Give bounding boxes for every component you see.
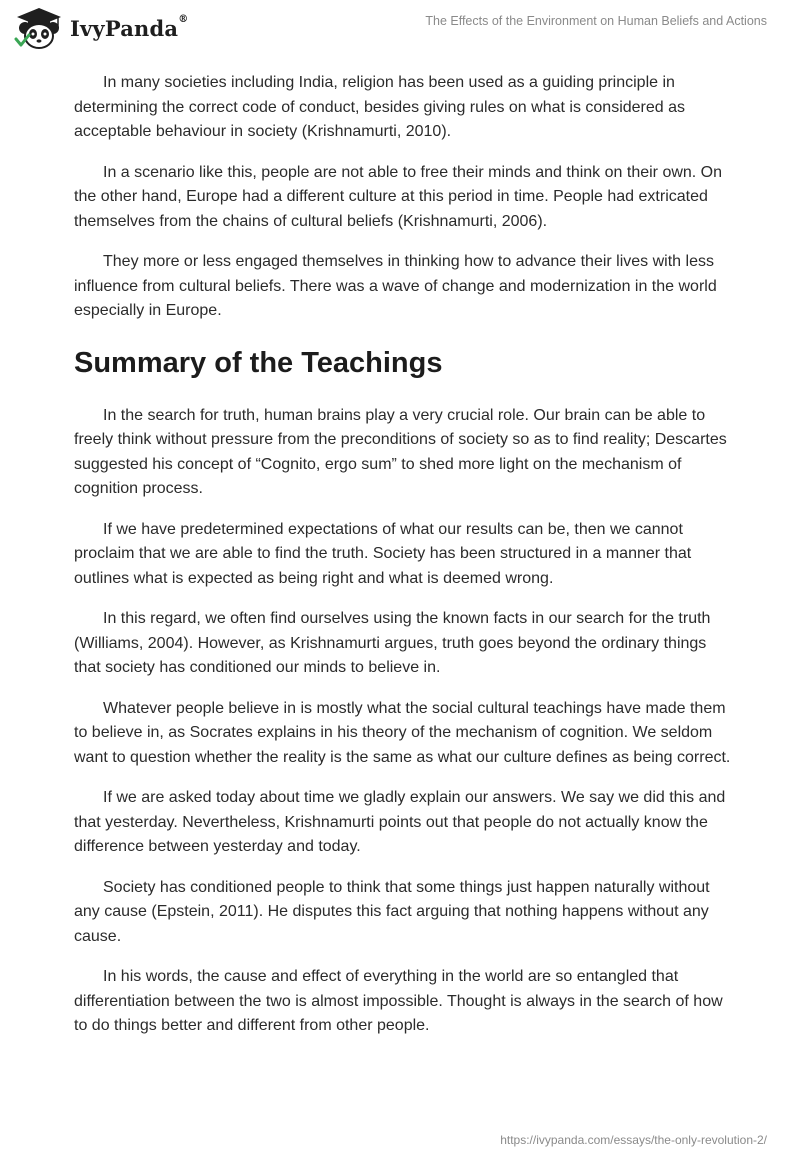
paragraph: In his words, the cause and effect of everything in the world are so entangled that differentiation between the two is almost impossible. Thought is always in the search of how to do things better and different from other people. <box>74 968 723 1034</box>
paragraph: If we have predetermined expectations of what our results can be, then we cannot proclaim that we are able to find the truth. Society has been structured in a manner that outlines what is expected as being right and what is deemed wrong. <box>74 520 692 587</box>
paragraph: In the search for truth, human brains play a very crucial role. Our brain can be able to freely think without pressure from the preconditions of society so as to find reality; Descartes suggested his concept of “Cognito, ergo sum” to shed more light on the mechanism of cognition process. <box>74 406 727 497</box>
paragraph: In this regard, we often find ourselves using the known facts in our search for the truth (Williams, 2004). However, as Krishnamurti argues, truth goes beyond the ordinary things that society has conditioned our minds to believe in. <box>74 610 711 676</box>
page-header <box>0 0 800 60</box>
paragraph: They more or less engaged themselves in thinking how to advance their lives with less influence from cultural beliefs. There was a wave of change and modernization in the world especially in Europe. <box>74 253 717 319</box>
paragraph: Society has conditioned people to think that some things just happen naturally without any cause (Epstein, 2011). He disputes this fact arguing that nothing happens without any cause. <box>74 878 710 945</box>
brand-logo[interactable] <box>14 6 188 50</box>
source-url[interactable]: https://ivypanda.com/essays/the-only-revolution-2/ <box>500 1133 767 1147</box>
panda-graduate-icon <box>14 6 64 50</box>
paragraph: If we are asked today about time we gladly explain our answers. We say we did this and that yesterday. Nevertheless, Krishnamurti points out that people do not actually know the difference between yesterday and today. <box>74 789 726 855</box>
paragraph: In a scenario like this, people are not able to free their minds and think on their own. On the other hand, Europe had a different culture at this period in time. People had extricated themselves from the chains of cultural beliefs (Krishnamurti, 2006). <box>74 163 723 230</box>
section-heading: Summary of the Teachings <box>74 346 443 379</box>
brand-name: IvyPanda® <box>70 13 189 41</box>
document-title: The Effects of the Environment on Human Beliefs and Actions <box>425 14 767 28</box>
paragraph: In many societies including India, religion has been used as a guiding principle in determining the correct code of conduct, besides giving rules on what is considered as acceptable behaviour in society (Krishnamurti, 2010). <box>74 74 686 140</box>
paragraph: Whatever people believe in is mostly what the social cultural teachings have made them to believe in, as Socrates explains in his theory of the mechanism of cognition. We seldom want to question whether the reality is the same as what our culture defines as being correct. <box>74 699 731 766</box>
essay-body <box>74 71 734 1055</box>
